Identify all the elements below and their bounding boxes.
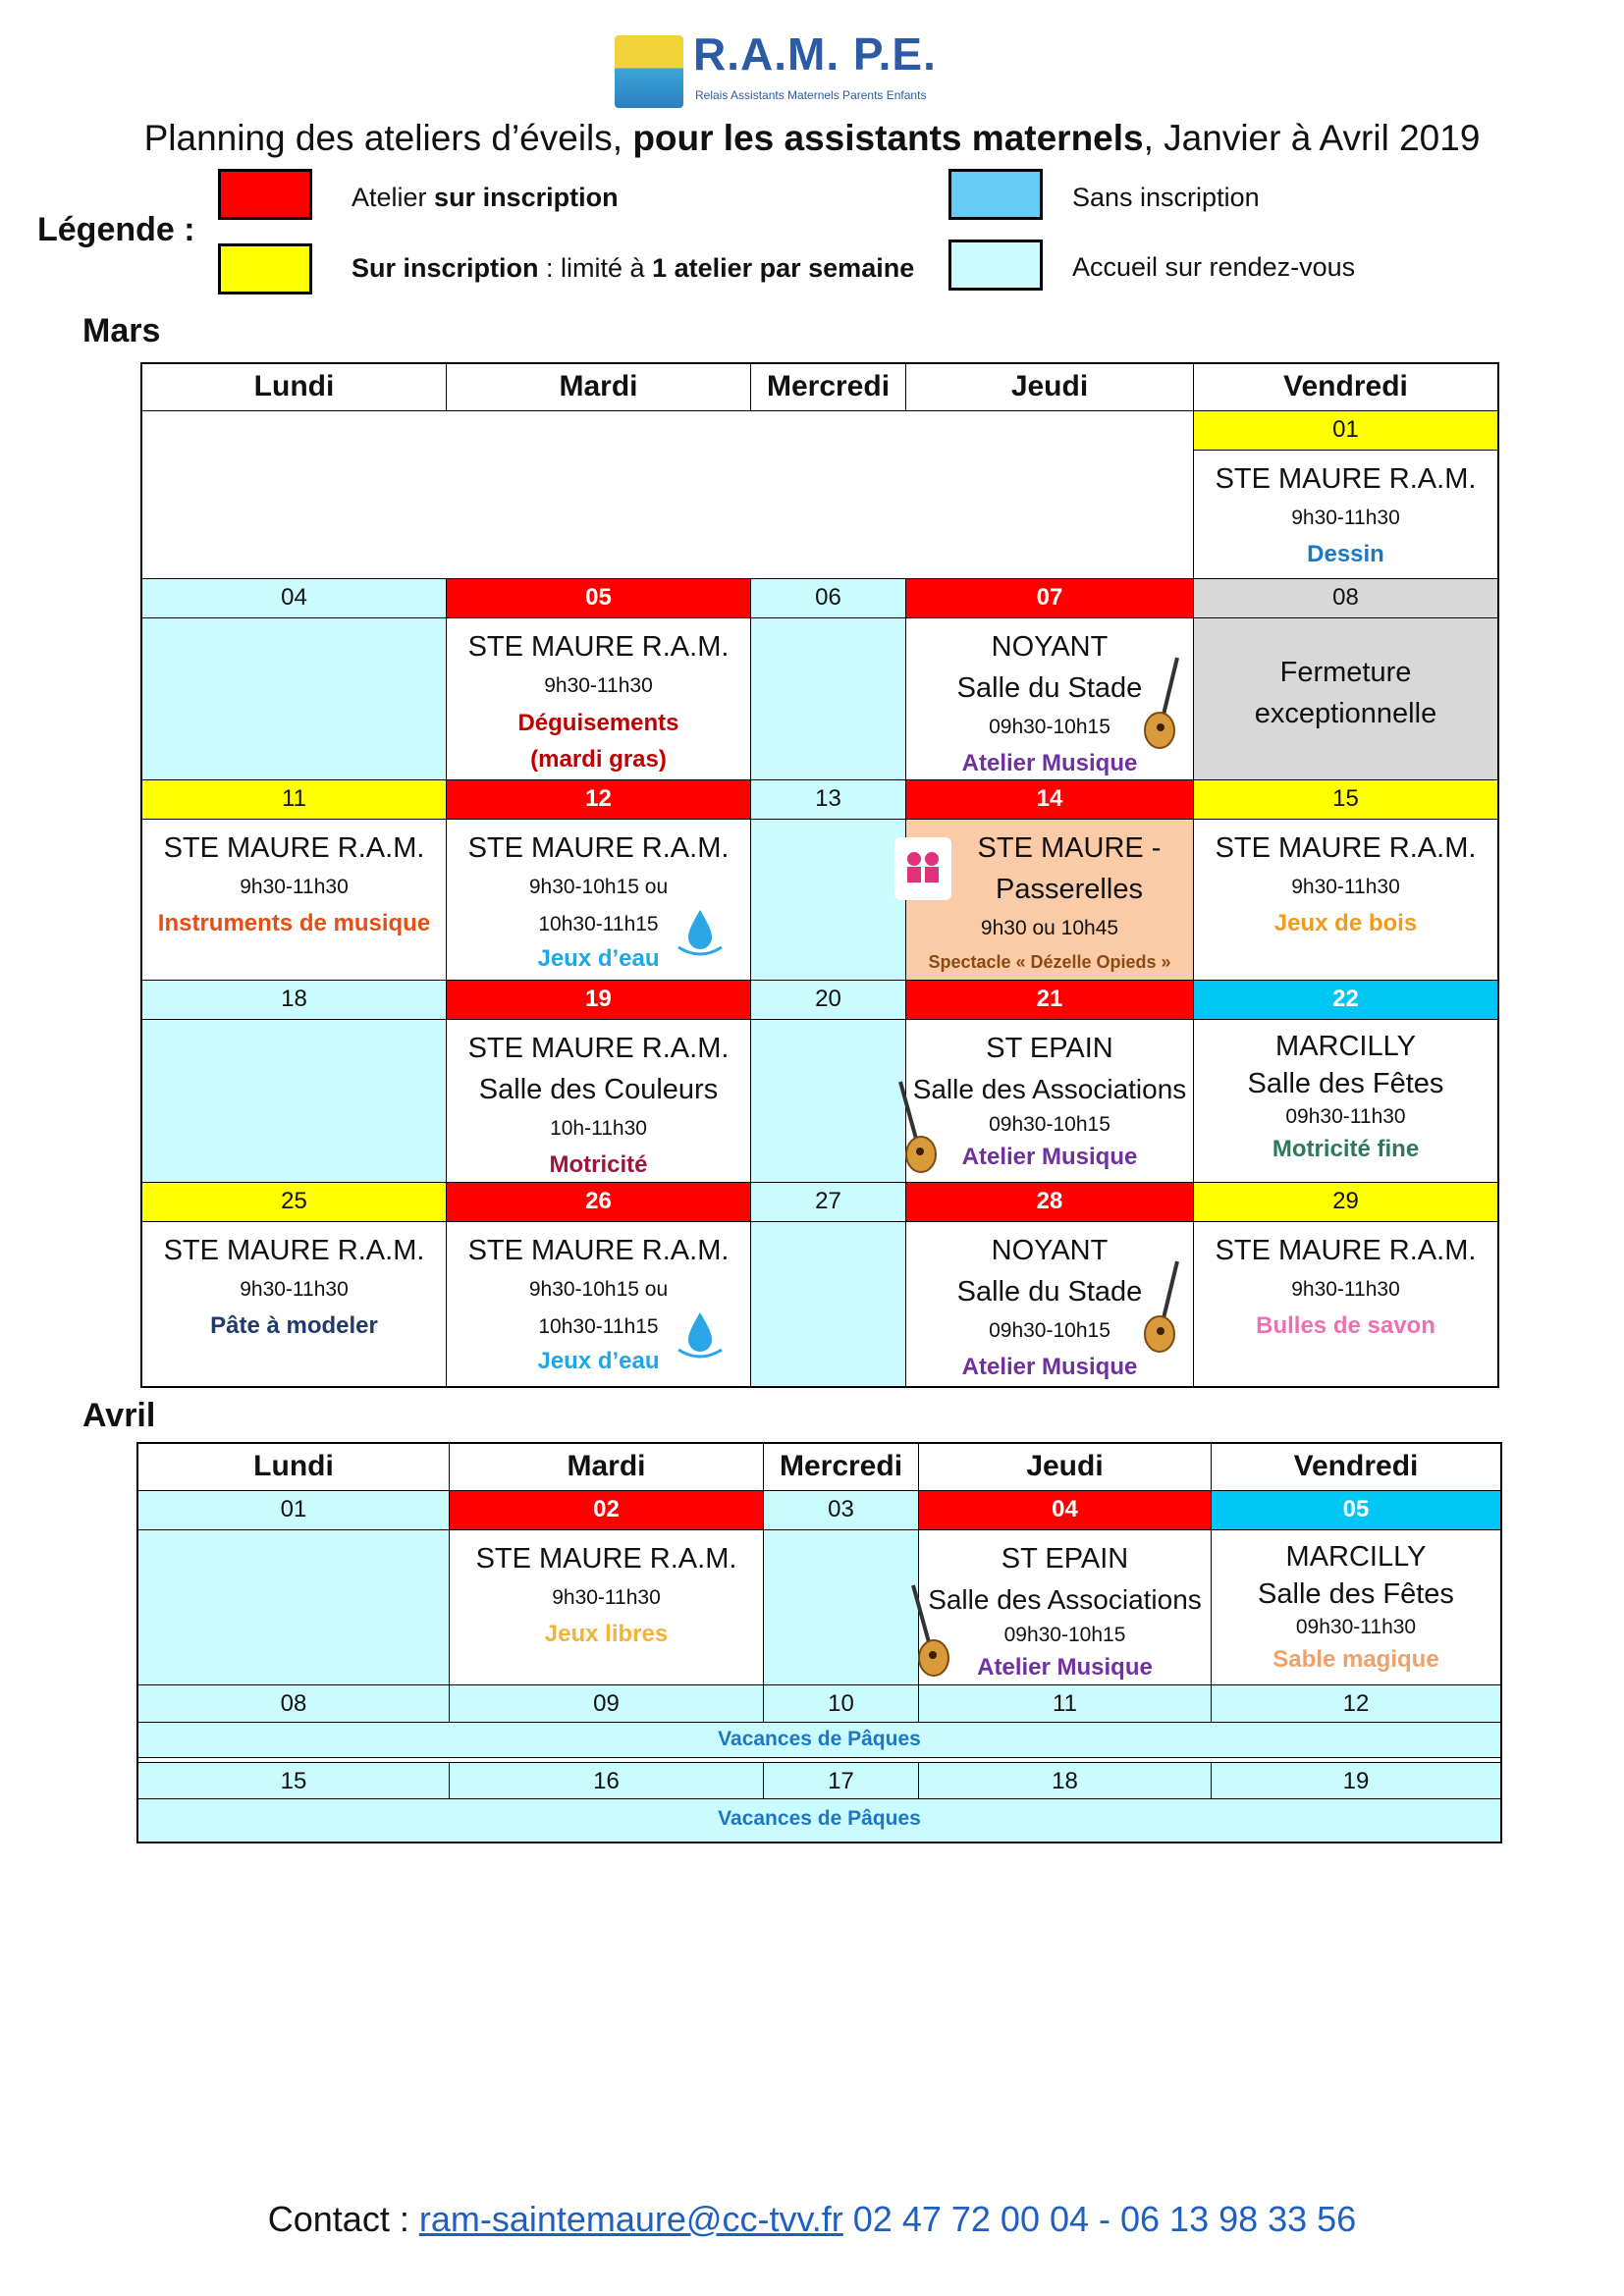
- logo-title: R.A.M. P.E.: [693, 28, 937, 80]
- empty-cell: [142, 618, 447, 780]
- logo-emblem-icon: [615, 35, 683, 108]
- empty-cell: [138, 1530, 450, 1685]
- day-number: 27: [751, 1183, 906, 1222]
- day-number: 10: [764, 1685, 919, 1723]
- header-lundi: Lundi: [142, 364, 447, 411]
- day-number: 05: [447, 579, 751, 618]
- activity-cell: STE MAURE R.A.M. 9h30-11h30 Bulles de savon: [1194, 1222, 1497, 1386]
- activity-cell: STE MAURE R.A.M. 9h30-10h15 ou 10h30-11h15 Jeux d’eau: [447, 1222, 751, 1386]
- empty-cell: [751, 1222, 906, 1386]
- day-number: 08: [1194, 579, 1497, 618]
- contact-line: [0, 2199, 1624, 2240]
- guitar-icon: [907, 1581, 952, 1680]
- calendar-mars: [140, 362, 1499, 1388]
- day-number: 04: [919, 1491, 1212, 1530]
- empty-cell: [751, 820, 906, 981]
- header-mardi: Mardi: [447, 364, 751, 411]
- day-number: 18: [919, 1762, 1212, 1799]
- empty-week-cell: [142, 411, 1194, 579]
- legend-swatch-yellow: [218, 243, 312, 294]
- legend-swatch-red: [218, 169, 312, 220]
- activity-cell: MARCILLY Salle des Fêtes 09h30-11h30 Motricité fine: [1194, 1020, 1497, 1183]
- water-drop-icon: [673, 904, 728, 959]
- header-jeudi: Jeudi: [919, 1444, 1212, 1491]
- contact-phones: 02 47 72 00 04 - 06 13 98 33 56: [842, 2199, 1357, 2239]
- contact-email-link[interactable]: ram-saintemaure@cc-tvv.fr: [418, 2199, 843, 2239]
- day-number: 01: [138, 1491, 450, 1530]
- day-number: 21: [906, 981, 1194, 1020]
- vacances-band: Vacances de Pâques: [138, 1799, 1500, 1842]
- contact-label: Contact :: [267, 2199, 419, 2239]
- title-part1: Planning des ateliers d’éveils,: [143, 118, 633, 158]
- empty-cell: [764, 1530, 919, 1685]
- legend-text-blue: Sans inscription: [1072, 183, 1260, 212]
- header-mercredi: Mercredi: [764, 1444, 919, 1491]
- day-number: 07: [906, 579, 1194, 618]
- month-label-avril: Avril: [82, 1397, 156, 1434]
- activity-cell: STE MAURE R.A.M. 9h30-11h30 Jeux de bois: [1194, 820, 1497, 981]
- activity-cell: STE MAURE R.A.M. 9h30-11h30 Déguisements (mardi gras): [447, 618, 751, 780]
- legend-swatch-light: [948, 240, 1043, 291]
- day-number: 05: [1212, 1491, 1500, 1530]
- day-number: 04: [142, 579, 447, 618]
- day-number: 22: [1194, 981, 1497, 1020]
- legend-text-light: Accueil sur rendez-vous: [1072, 252, 1356, 282]
- day-number: 25: [142, 1183, 447, 1222]
- legend-text-red: Atelier sur inscription: [352, 183, 619, 212]
- activity-cell: STE MAURE - Passerelles 9h30 ou 10h45 Spectacle « Dézelle Opieds »: [906, 820, 1194, 981]
- day-number: 11: [919, 1685, 1212, 1723]
- day-number: 29: [1194, 1183, 1497, 1222]
- rampe-logo: [615, 27, 954, 114]
- header-vendredi: Vendredi: [1212, 1444, 1500, 1491]
- title-part3: , Janvier à Avril 2019: [1143, 118, 1481, 158]
- day-number: 03: [764, 1491, 919, 1530]
- header-lundi: Lundi: [138, 1444, 450, 1491]
- empty-cell: [142, 1020, 447, 1183]
- calendar-avril: [136, 1442, 1502, 1843]
- day-number: 18: [142, 981, 447, 1020]
- day-number: 02: [450, 1491, 764, 1530]
- day-number: 16: [450, 1762, 764, 1799]
- day-number: 01: [1194, 411, 1497, 451]
- day-number: 19: [1212, 1762, 1500, 1799]
- vacances-band: Vacances de Pâques: [138, 1723, 1500, 1758]
- activity-cell: MARCILLY Salle des Fêtes 09h30-11h30 Sable magique: [1212, 1530, 1500, 1685]
- water-drop-icon: [673, 1307, 728, 1362]
- activity-cell: STE MAURE R.A.M. 9h30-11h30 Instruments de musique: [142, 820, 447, 981]
- day-number: 12: [1212, 1685, 1500, 1723]
- day-number: 26: [447, 1183, 751, 1222]
- legend-label: Légende :: [37, 211, 195, 248]
- empty-cell: [751, 1020, 906, 1183]
- header-mercredi: Mercredi: [751, 364, 906, 411]
- day-number: 15: [138, 1762, 450, 1799]
- activity-cell: ST EPAIN Salle des Associations 09h30-10h15 Atelier Musique: [906, 1020, 1194, 1183]
- header-vendredi: Vendredi: [1194, 364, 1497, 411]
- legend-swatch-blue: [948, 169, 1043, 220]
- activity-cell: STE MAURE R.A.M. 9h30-11h30 Jeux libres: [450, 1530, 764, 1685]
- header-jeudi: Jeudi: [906, 364, 1194, 411]
- title-part2: pour les assistants maternels: [632, 118, 1144, 158]
- activity-cell: STE MAURE R.A.M. 9h30-11h30 Pâte à modeler: [142, 1222, 447, 1386]
- guitar-icon: [1142, 1257, 1187, 1356]
- logo-subtitle: Relais Assistants Maternels Parents Enfants: [695, 88, 927, 102]
- empty-cell: [751, 618, 906, 780]
- activity-cell: NOYANT Salle du Stade 09h30-10h15 Atelier Musique: [906, 618, 1194, 780]
- page-title: [0, 118, 1624, 159]
- guitar-icon: [894, 1078, 940, 1176]
- day-number: 28: [906, 1183, 1194, 1222]
- month-label-mars: Mars: [82, 312, 161, 349]
- closure-cell: Fermeture exceptionnelle: [1194, 618, 1497, 780]
- day-number: 19: [447, 981, 751, 1020]
- day-number: 15: [1194, 780, 1497, 820]
- day-number: 12: [447, 780, 751, 820]
- activity-cell: STE MAURE R.A.M. 9h30-10h15 ou 10h30-11h15 Jeux d’eau: [447, 820, 751, 981]
- activity-cell: STE MAURE R.A.M. 9h30-11h30 Dessin: [1194, 451, 1497, 579]
- header-mardi: Mardi: [450, 1444, 764, 1491]
- activity-cell: NOYANT Salle du Stade 09h30-10h15 Atelier Musique: [906, 1222, 1194, 1386]
- day-number: 13: [751, 780, 906, 820]
- activity-cell: ST EPAIN Salle des Associations 09h30-10h15 Atelier Musique: [919, 1530, 1212, 1685]
- day-number: 17: [764, 1762, 919, 1799]
- day-number: 06: [751, 579, 906, 618]
- passerelles-logo-icon: [894, 837, 951, 900]
- day-number: 11: [142, 780, 447, 820]
- guitar-icon: [1142, 654, 1187, 752]
- day-number: 09: [450, 1685, 764, 1723]
- activity-cell: STE MAURE R.A.M. Salle des Couleurs 10h-11h30 Motricité: [447, 1020, 751, 1183]
- day-number: 20: [751, 981, 906, 1020]
- day-number: 14: [906, 780, 1194, 820]
- legend-text-yellow: Sur inscription : limité à 1 atelier par semaine: [352, 253, 915, 283]
- day-number: 08: [138, 1685, 450, 1723]
